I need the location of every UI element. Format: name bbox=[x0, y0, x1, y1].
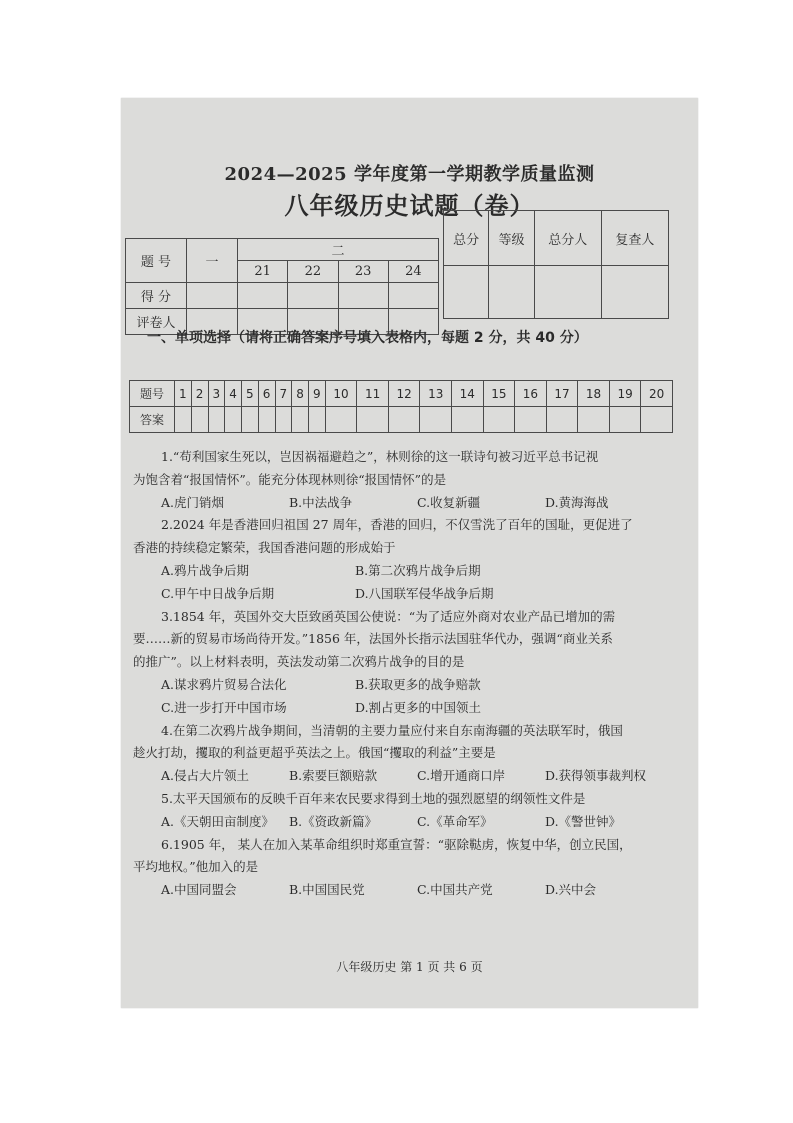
question-options bbox=[133, 583, 673, 606]
answer-grid-number: 16 bbox=[515, 381, 547, 407]
answer-cell[interactable] bbox=[578, 407, 610, 433]
option: C.增开通商口岸 bbox=[417, 768, 506, 784]
question-options bbox=[133, 879, 673, 902]
grade-cell[interactable] bbox=[601, 266, 668, 319]
answer-grid-number: 15 bbox=[483, 381, 515, 407]
question-text: 为饱含着“报国情怀”。能充分体现林则徐“报国情怀”的是 bbox=[133, 471, 447, 487]
exam-title-line2: 八年级历史试题（卷） bbox=[284, 191, 535, 220]
answer-grid-number: 2 bbox=[191, 381, 208, 407]
option: B.索要巨额赔款 bbox=[289, 768, 378, 784]
option: D.黄海海战 bbox=[545, 494, 609, 510]
option: D.获得领事裁判权 bbox=[545, 768, 647, 784]
grade-header-level: 等级 bbox=[489, 211, 534, 266]
answer-grid-number: 8 bbox=[292, 381, 309, 407]
answer-cell[interactable] bbox=[641, 407, 673, 433]
option: C.甲午中日战争后期 bbox=[161, 585, 275, 601]
answer-cell[interactable] bbox=[309, 407, 326, 433]
answer-cell[interactable] bbox=[515, 407, 547, 433]
answer-cell[interactable] bbox=[292, 407, 309, 433]
grade-cell[interactable] bbox=[444, 266, 489, 319]
option: D.八国联军侵华战争后期 bbox=[355, 585, 494, 601]
exam-sheet bbox=[121, 98, 698, 1008]
answer-grid-number: 17 bbox=[546, 381, 578, 407]
answer-grid-number: 12 bbox=[388, 381, 420, 407]
answer-cell[interactable] bbox=[275, 407, 292, 433]
score-sub-col: 22 bbox=[288, 261, 338, 283]
option: B.第二次鸦片战争后期 bbox=[355, 562, 481, 578]
answer-cell[interactable] bbox=[258, 407, 275, 433]
answer-grid-number: 13 bbox=[420, 381, 452, 407]
answer-grid-number: 9 bbox=[309, 381, 326, 407]
question-body bbox=[133, 446, 673, 902]
answer-grid-number: 5 bbox=[242, 381, 259, 407]
answer-grid-number: 3 bbox=[208, 381, 225, 407]
option: C.《革命军》 bbox=[417, 813, 493, 829]
score-col-two: 二 bbox=[238, 239, 439, 261]
option: A.《天朝田亩制度》 bbox=[161, 813, 275, 829]
grade-table bbox=[443, 210, 669, 319]
grade-header-total: 总分 bbox=[444, 211, 489, 266]
answer-grid-number: 7 bbox=[275, 381, 292, 407]
answer-grid-number: 11 bbox=[357, 381, 389, 407]
answer-grid-number-label: 题号 bbox=[130, 381, 175, 407]
question-text: 6.1905 年， 某人在加入某革命组织时郑重宣誓：“驱除鞑虏，恢复中华，创立民国， bbox=[161, 836, 632, 852]
question-text: 2.2024 年是香港回归祖国 27 周年，香港的回归，不仅雪洗了百年的国耻，更促进了 bbox=[161, 517, 633, 533]
question-text: 4.在第二次鸦片战争期间，当清朝的主要力量应付来自东南海疆的英法联军时，俄国 bbox=[161, 722, 623, 738]
option: D.割占更多的中国领土 bbox=[355, 699, 482, 715]
question-options bbox=[133, 697, 673, 720]
answer-grid-number: 10 bbox=[325, 381, 357, 407]
question-text: 1.“苟利国家生死以，岂因祸福避趋之”，林则徐的这一联诗句被习近平总书记视 bbox=[161, 449, 599, 464]
grade-cell[interactable] bbox=[534, 266, 601, 319]
answer-grid bbox=[129, 380, 673, 433]
option: A.谋求鸦片贸易合法化 bbox=[161, 676, 287, 692]
answer-cell[interactable] bbox=[483, 407, 515, 433]
option: B.中国国民党 bbox=[289, 882, 365, 898]
option: B.中法战争 bbox=[289, 494, 353, 510]
option: B.获取更多的战争赔款 bbox=[355, 676, 481, 692]
question-options bbox=[133, 811, 673, 834]
answer-grid-number: 4 bbox=[225, 381, 242, 407]
answer-cell[interactable] bbox=[175, 407, 192, 433]
option: C.进一步打开中国市场 bbox=[161, 699, 287, 715]
section1-heading: 一、单项选择（请将正确答案序号填入表格内，每题 2 分，共 40 分） bbox=[147, 330, 588, 346]
question-text: 3.1854 年，英国外交大臣致函英国公使说：“为了适应外商对农业产品已增加的需 bbox=[161, 608, 616, 624]
answer-grid-number: 19 bbox=[609, 381, 641, 407]
option: B.《资政新篇》 bbox=[289, 813, 378, 829]
answer-cell[interactable] bbox=[191, 407, 208, 433]
page-footer: 八年级历史 第 1 页 共 6 页 bbox=[336, 960, 483, 974]
answer-grid-number: 14 bbox=[452, 381, 484, 407]
question-text: 5.太平天国颁布的反映千百年来农民要求得到土地的强烈愿望的纲领性文件是 bbox=[161, 790, 586, 806]
answer-cell[interactable] bbox=[388, 407, 420, 433]
option: A.侵占大片领土 bbox=[161, 768, 250, 784]
question-options bbox=[133, 492, 673, 515]
answer-grid-answer-label: 答案 bbox=[130, 407, 175, 433]
score-sub-col: 24 bbox=[388, 261, 438, 283]
exam-title-line1: 2024—2025 学年度第一学期教学质量监测 bbox=[224, 164, 595, 185]
answer-grid-number: 6 bbox=[258, 381, 275, 407]
option: A.中国同盟会 bbox=[161, 882, 237, 898]
answer-cell[interactable] bbox=[452, 407, 484, 433]
question-text: 平均地权。”他加入的是 bbox=[133, 859, 259, 875]
question-text: 要……新的贸易市场尚待开发。”1856 年，法国外长指示法国驻华代办，强调“商业关系 bbox=[133, 631, 613, 647]
score-cell[interactable] bbox=[288, 283, 338, 309]
answer-cell[interactable] bbox=[609, 407, 641, 433]
score-cell[interactable] bbox=[187, 283, 238, 309]
option: C.收复新疆 bbox=[417, 494, 481, 510]
score-sub-col: 21 bbox=[238, 261, 288, 283]
score-cell[interactable] bbox=[238, 283, 288, 309]
score-table bbox=[125, 238, 439, 335]
score-sub-col: 23 bbox=[338, 261, 388, 283]
answer-cell[interactable] bbox=[225, 407, 242, 433]
answer-cell[interactable] bbox=[325, 407, 357, 433]
option: A.虎门销烟 bbox=[161, 494, 225, 510]
answer-grid-number: 20 bbox=[641, 381, 673, 407]
score-row-label: 得 分 bbox=[126, 283, 187, 309]
option: D.《警世钟》 bbox=[545, 813, 622, 829]
answer-grid-number: 18 bbox=[578, 381, 610, 407]
answer-cell[interactable] bbox=[420, 407, 452, 433]
answer-cell[interactable] bbox=[208, 407, 225, 433]
grade-cell[interactable] bbox=[489, 266, 534, 319]
option: A.鸦片战争后期 bbox=[161, 562, 250, 578]
option: C.中国共产党 bbox=[417, 882, 493, 898]
score-col-one: 一 bbox=[187, 239, 238, 283]
grade-header-scorer: 总分人 bbox=[534, 211, 601, 266]
question-options bbox=[133, 674, 673, 697]
score-cell[interactable] bbox=[338, 283, 388, 309]
score-cell[interactable] bbox=[388, 283, 438, 309]
question-text: 趁火打劫，攫取的利益更超乎英法之上。俄国“攫取的利益”主要是 bbox=[133, 745, 496, 761]
grade-header-reviewer: 复查人 bbox=[601, 211, 668, 266]
grader-row-label: 评卷人 bbox=[126, 309, 187, 335]
answer-grid-number: 1 bbox=[175, 381, 192, 407]
question-text: 的推广”。以上材料表明，英法发动第二次鸦片战争的目的是 bbox=[133, 654, 465, 670]
question-options bbox=[133, 560, 673, 583]
answer-cell[interactable] bbox=[242, 407, 259, 433]
question-options bbox=[133, 765, 673, 788]
answer-cell[interactable] bbox=[546, 407, 578, 433]
answer-cell[interactable] bbox=[357, 407, 389, 433]
option: D.兴中会 bbox=[545, 882, 597, 898]
question-text: 香港的持续稳定繁荣，我国香港问题的形成始于 bbox=[133, 540, 396, 556]
score-header-label: 题 号 bbox=[126, 239, 187, 283]
